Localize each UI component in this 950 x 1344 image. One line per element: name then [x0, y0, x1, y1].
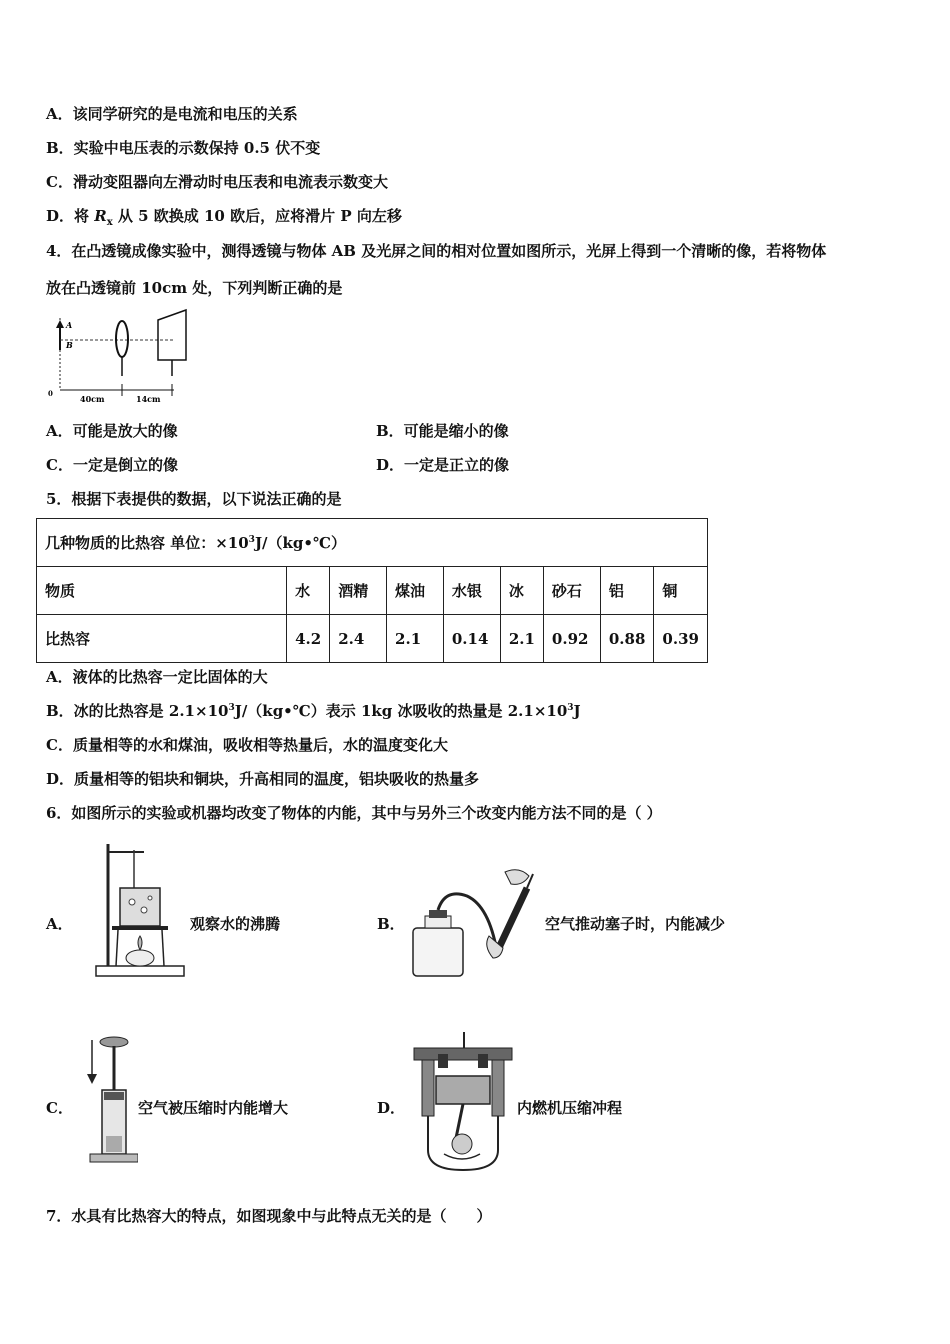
crankshaft	[452, 1134, 472, 1154]
tube-base	[90, 1154, 138, 1162]
q5-option-b-part3: J	[573, 702, 581, 720]
table-title-exponent: 3	[248, 535, 255, 545]
q4-option-d: D．一定是正立的像	[376, 456, 510, 474]
table-title-unit: J/（kg•℃）	[254, 534, 346, 552]
cylinder-head	[414, 1048, 512, 1060]
q4-option-c: C．一定是倒立的像	[46, 456, 178, 474]
q6-option-b-label: B．	[377, 915, 405, 933]
q6-option-d-caption: 内燃机压缩冲程	[517, 1099, 623, 1117]
q7-stem: 7．水具有比热容大的特点，如图现象中与此特点无关的是（ ）	[46, 1207, 492, 1225]
q5-option-b-part1: B．冰的比热容是 2.1×10	[46, 702, 229, 720]
q6-stem: 6．如图所示的实验或机器均改变了物体的内能，其中与另外三个改变内能方法不同的是（ ）	[46, 804, 662, 822]
q5-option-b-exp1: 3	[228, 703, 235, 713]
hand-icon	[505, 870, 529, 885]
row-label-substance: 物质	[37, 567, 287, 615]
specific-heat-table	[36, 518, 708, 663]
q5-option-b	[46, 700, 581, 721]
q5-option-c: C．质量相等的水和煤油，吸收相等热量后，水的温度变化大	[46, 736, 448, 754]
convex-lens	[116, 321, 128, 357]
alcohol-lamp	[126, 950, 154, 966]
cylinder-wall-left	[422, 1060, 434, 1116]
table-title-row	[37, 519, 708, 567]
q6-option-c-caption: 空气被压缩时内能增大	[138, 1099, 289, 1117]
table-cell: 砂石	[543, 567, 600, 615]
q3-option-d-suffix: 从 5 欧换成 10 欧后，应将滑片 P 向左移	[112, 207, 402, 225]
table-cell: 铜	[654, 567, 708, 615]
q3-option-d	[46, 205, 402, 228]
q4-option-b: B．可能是缩小的像	[376, 422, 509, 440]
q5-stem: 5．根据下表提供的数据，以下说法正确的是	[46, 490, 342, 508]
table-cell: 酒精	[330, 567, 387, 615]
table-cell: 铝	[600, 567, 654, 615]
table-cell: 0.92	[543, 615, 600, 663]
table-cell: 0.88	[600, 615, 654, 663]
q3-option-d-variable: R	[94, 207, 107, 225]
table-cell: 水银	[443, 567, 500, 615]
table-cell: 2.4	[330, 615, 387, 663]
connecting-rod	[456, 1104, 463, 1138]
rotation-arrow	[444, 1154, 480, 1159]
beaker	[120, 888, 160, 926]
intake-valve	[438, 1054, 448, 1068]
q5-option-b-part2: J/（kg•℃）表示 1kg 冰吸收的热量是 2.1×10	[234, 702, 568, 720]
cylinder-wall-right	[492, 1060, 504, 1116]
wire-gauze	[112, 926, 168, 930]
q5-option-a: A．液体的比热容一定比固体的大	[46, 668, 268, 686]
q5-option-d: D．质量相等的铝块和铜块，升高相同的温度，铝块吸收的热量多	[46, 770, 480, 788]
table-title-text: 几种物质的比热容 单位：×10	[45, 534, 249, 552]
table-row-substances	[37, 567, 708, 615]
table-cell: 0.14	[443, 615, 500, 663]
stopper	[429, 910, 447, 918]
q3-option-d-subscript: x	[106, 217, 113, 228]
label-a: A	[66, 320, 73, 330]
flame	[138, 936, 142, 950]
q3-option-d-prefix: D．将	[46, 207, 95, 225]
table-cell: 4.2	[287, 615, 330, 663]
bottle	[413, 928, 463, 976]
object-arrow-head	[56, 320, 64, 328]
engine-compression-stroke-figure	[408, 1030, 518, 1172]
down-arrow-icon	[87, 1074, 97, 1084]
air-pump-bottle-figure	[405, 866, 545, 982]
piston-handle	[100, 1037, 128, 1047]
table-cell: 冰	[500, 567, 543, 615]
q6-option-c-label: C．	[46, 1099, 73, 1117]
piston	[436, 1076, 490, 1104]
q3-option-a: A．该同学研究的是电流和电压的关系	[46, 105, 298, 123]
table-cell: 0.39	[654, 615, 708, 663]
q5-option-b-exp2: 3	[567, 703, 574, 713]
label-distance-14cm: 14cm	[136, 394, 161, 404]
lens-setup-figure	[44, 306, 204, 406]
air-compression-tube-figure	[82, 1032, 138, 1168]
table-cell: 水	[287, 567, 330, 615]
row-label-specific-heat: 比热容	[37, 615, 287, 663]
q3-option-b: B．实验中电压表的示数保持 0.5 伏不变	[46, 139, 321, 157]
label-distance-40cm: 40cm	[80, 394, 105, 404]
q4-stem-line2: 放在凸透镜前 10cm 处，下列判断正确的是	[46, 279, 343, 297]
q6-option-b-caption: 空气推动塞子时，内能减少	[545, 915, 726, 933]
q3-option-c: C．滑动变阻器向左滑动时电压表和电流表示数变大	[46, 173, 388, 191]
label-origin: 0	[48, 389, 53, 398]
table-cell: 2.1	[387, 615, 444, 663]
table-cell: 煤油	[387, 567, 444, 615]
exhaust-valve	[478, 1054, 488, 1068]
piston	[104, 1092, 124, 1100]
q6-option-d-label: D．	[377, 1099, 406, 1117]
q4-stem-line1: 4．在凸透镜成像实验中，测得透镜与物体 AB 及光屏之间的相对位置如图所示，光屏上得到一个清晰的像，若将物体	[46, 242, 827, 260]
pump-barrel	[497, 888, 527, 952]
light-screen	[158, 310, 186, 360]
q6-option-a-caption: 观察水的沸腾	[190, 915, 281, 933]
table-title	[37, 519, 708, 567]
table-cell: 2.1	[500, 615, 543, 663]
label-b: B	[66, 340, 73, 350]
boiling-water-apparatus-figure	[88, 838, 188, 983]
cotton	[106, 1136, 122, 1152]
q6-option-a-label: A．	[46, 915, 73, 933]
base-plate	[96, 966, 184, 976]
table-row-values	[37, 615, 708, 663]
q4-option-a: A．可能是放大的像	[46, 422, 178, 440]
